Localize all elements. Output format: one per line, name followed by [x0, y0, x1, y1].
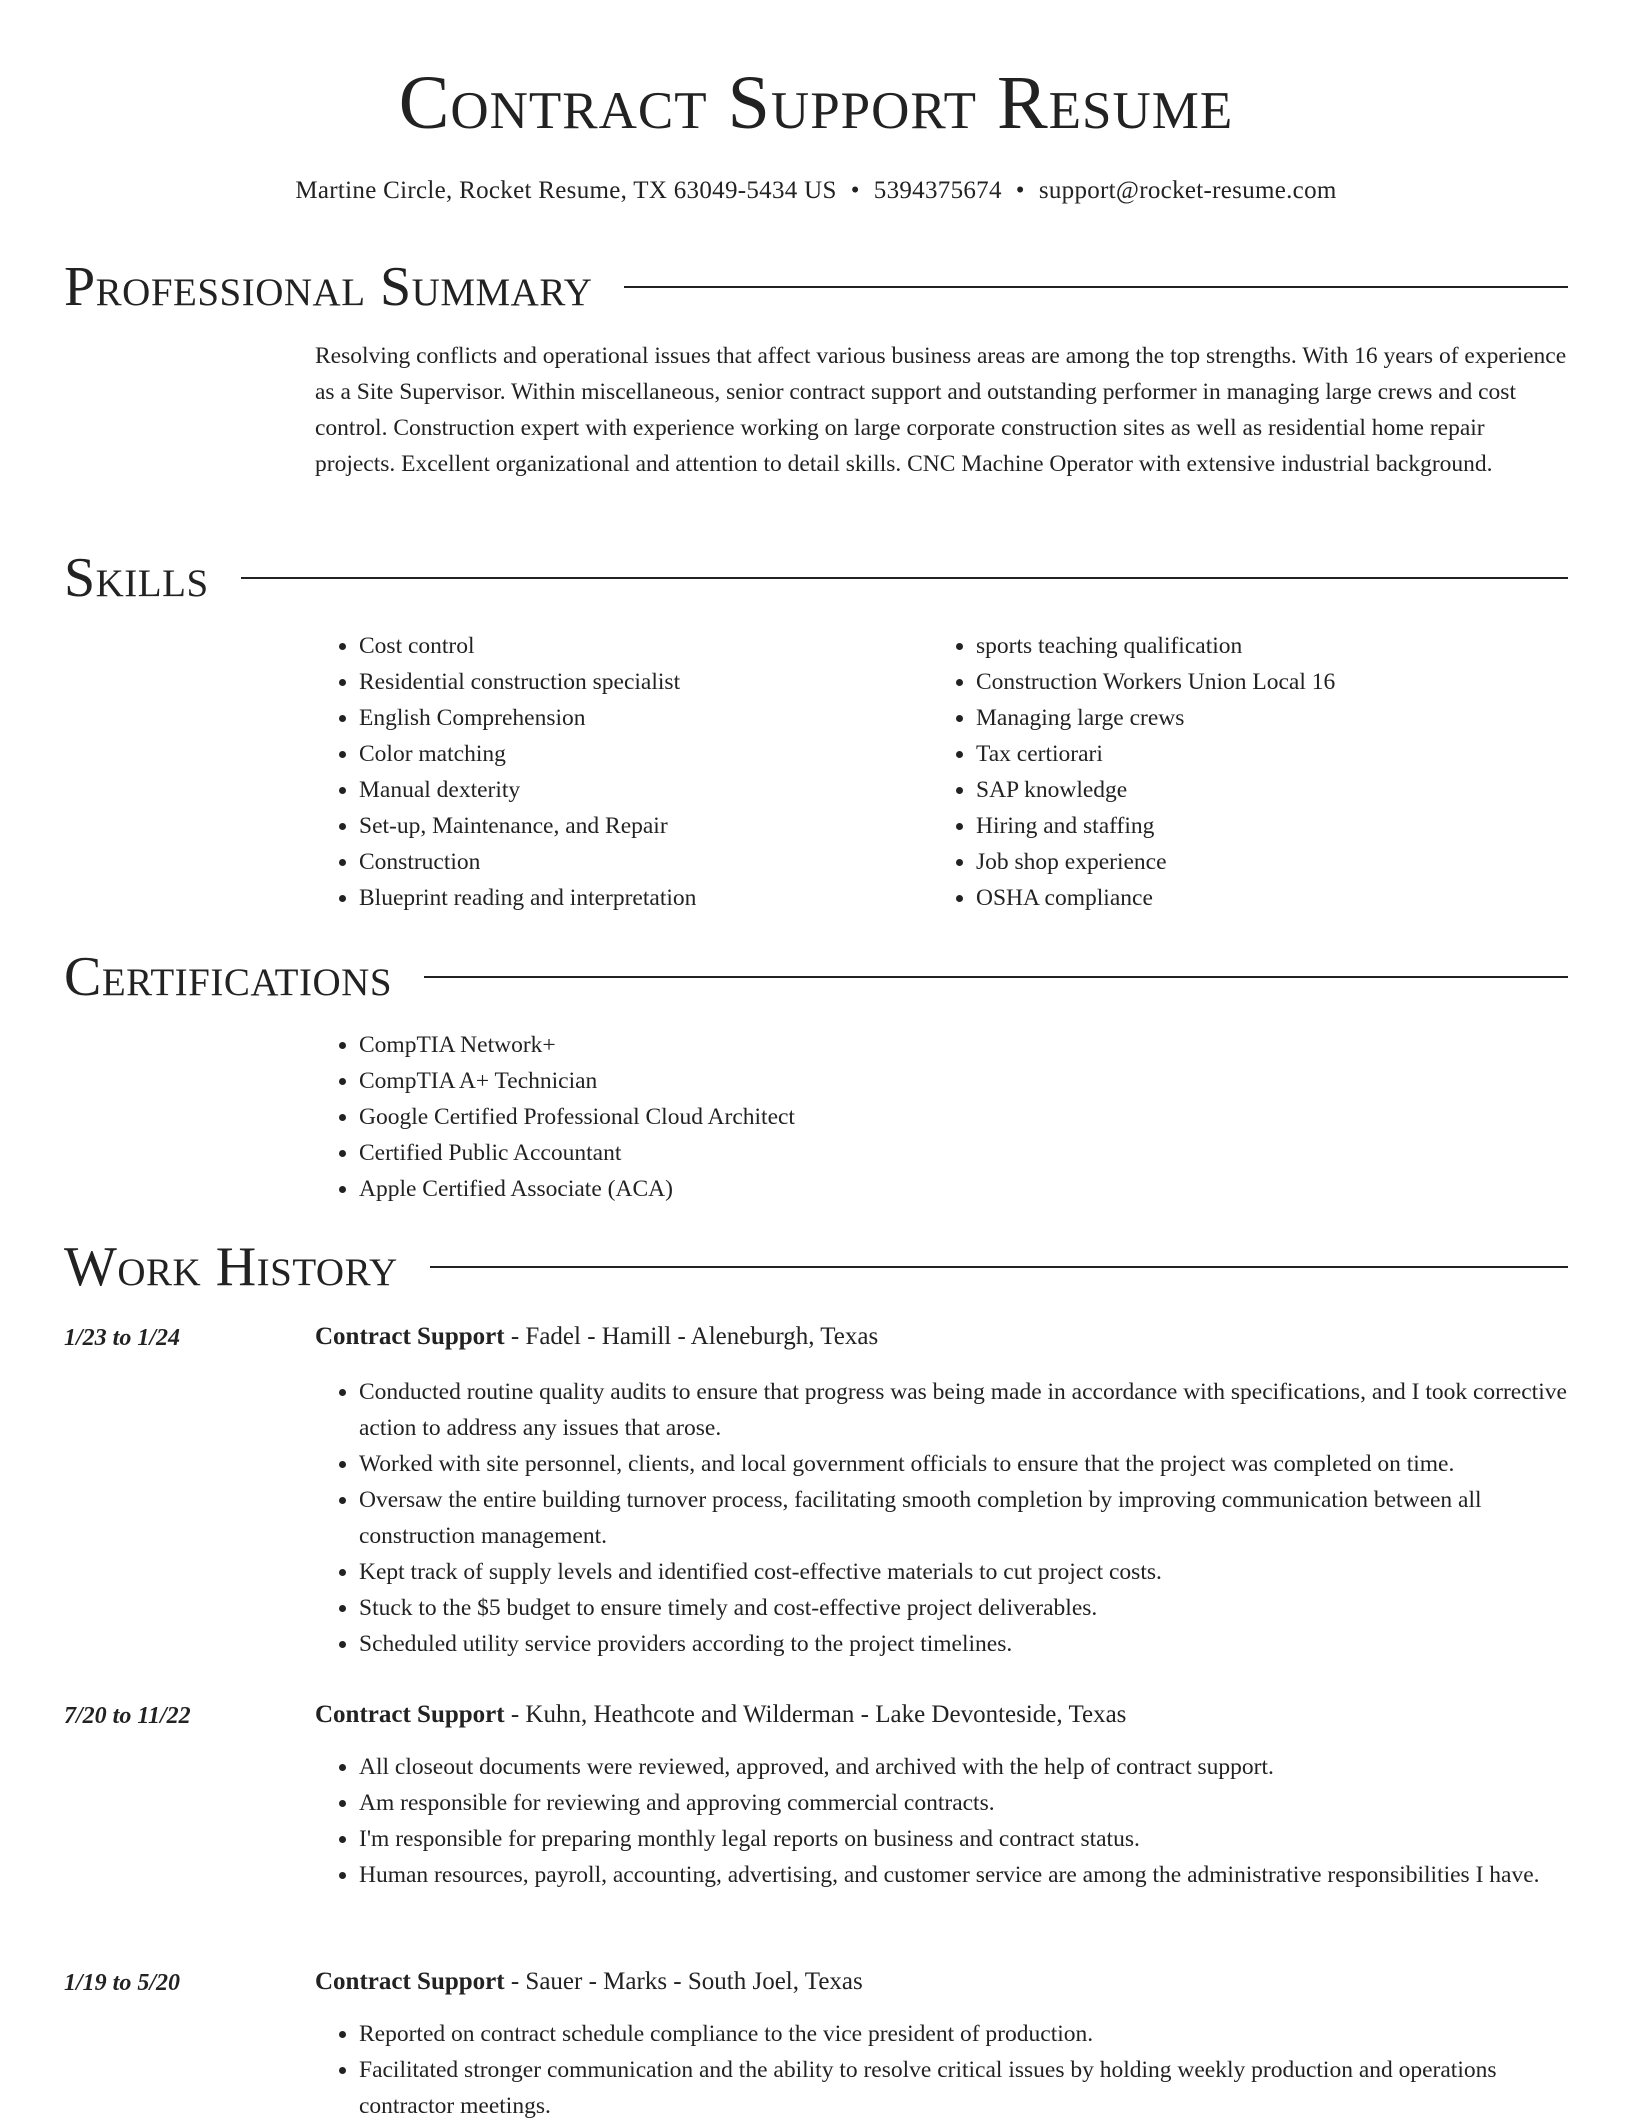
job-bullet: • All closeout documents were reviewed, approved, and archived with the help of contract support. [359, 1749, 1568, 1785]
contact-separator: • [1015, 177, 1025, 204]
skill-item: • Construction Workers Union Local 16 [976, 664, 1568, 700]
certifications-list [315, 1027, 795, 1207]
certifications-heading: Certifications [64, 946, 393, 1008]
certification-item: • Apple Certified Associate (ACA) [359, 1171, 795, 1207]
section-divider [241, 577, 1568, 579]
skills-heading: Skills [64, 547, 209, 609]
skill-item: • Residential construction specialist [359, 664, 915, 700]
section-divider [430, 1266, 1568, 1268]
resume-title: Contract Support Resume [398, 61, 1234, 145]
skill-item: • OSHA compliance [976, 880, 1568, 916]
job-bullet: • Kept track of supply levels and identified cost-effective materials to cut project costs. [359, 1554, 1568, 1590]
job-dates: 1/19 to 5/20 [64, 1970, 181, 1996]
summary-text: Resolving conflicts and operational issues that affect various business areas are among the top strengths. With 16 years of experience as a Site Supervisor. Within miscellaneous, senior contract support and outstanding performer in managing large crews and cost control. Construction expert with experience working on large corporate construction sites as well as residential home repair projects. Excellent organizational and attention to detail skills. CNC Machine Operator with extensive industrial background. [315, 343, 1567, 477]
work-history-heading: Work History [64, 1236, 398, 1298]
skills-left-column [315, 628, 915, 916]
job-employer-location: - Kuhn, Heathcote and Wilderman - Lake Devonteside, Texas [504, 1701, 1127, 1728]
job-title-line [315, 1965, 863, 1999]
skill-item: • Blueprint reading and interpretation [359, 880, 915, 916]
skill-item: • Construction [359, 844, 915, 880]
job-bullet: • Stuck to the $5 budget to ensure timely and cost-effective project deliverables. [359, 1590, 1568, 1626]
job-role: Contract Support [315, 1968, 505, 1995]
job-title-line [315, 1320, 878, 1354]
summary-section-header [64, 255, 1568, 319]
job-bullet: • Human resources, payroll, accounting, advertising, and customer service are among the administrative responsibilities I have. [359, 1857, 1568, 1893]
certification-item: • Certified Public Accountant [359, 1135, 795, 1171]
skill-item: • Managing large crews [976, 700, 1568, 736]
skills-section-header [64, 546, 1568, 610]
job-dates: 7/20 to 11/22 [64, 1703, 191, 1729]
certification-item: • Google Certified Professional Cloud Architect [359, 1099, 795, 1135]
job-title-line [315, 1698, 1126, 1732]
job-bullet: • Reported on contract schedule compliance to the vice president of production. [359, 2016, 1568, 2052]
job-role: Contract Support [315, 1701, 505, 1728]
job-bullet: • Facilitated stronger communication and the ability to resolve critical issues by holding weekly production and operations contractor meetings. [359, 2052, 1568, 2124]
skill-item: • sports teaching qualification [976, 628, 1568, 664]
section-divider [624, 286, 1568, 288]
skill-item: • Tax certiorari [976, 736, 1568, 772]
work-history-section-header [64, 1235, 1568, 1299]
contact-address: Martine Circle, Rocket Resume, TX 63049-5434 US [295, 177, 837, 204]
job-bullet: • Am responsible for reviewing and approving commercial contracts. [359, 1785, 1568, 1821]
job-role: Contract Support [315, 1323, 505, 1350]
job-employer-location: - Fadel - Hamill - Aleneburgh, Texas [504, 1323, 879, 1350]
contact-separator: • [850, 177, 860, 204]
contact-line [0, 173, 1632, 209]
skill-item: • Set-up, Maintenance, and Repair [359, 808, 915, 844]
certification-item: • CompTIA A+ Technician [359, 1063, 795, 1099]
contact-phone: 5394375674 [873, 177, 1002, 204]
skill-item: • SAP knowledge [976, 772, 1568, 808]
skills-right-column [932, 628, 1568, 916]
certifications-section-header [64, 945, 1568, 1009]
contact-email: support@rocket-resume.com [1038, 177, 1337, 204]
skill-item: • Hiring and staffing [976, 808, 1568, 844]
job-bullet: • Scheduled utility service providers according to the project timelines. [359, 1626, 1568, 1662]
job-bullets [315, 2016, 1568, 2124]
job-bullets [315, 1749, 1568, 1893]
skill-item: • Color matching [359, 736, 915, 772]
skill-item: • English Comprehension [359, 700, 915, 736]
job-bullet: • Worked with site personnel, clients, and local government officials to ensure that the project was completed on time. [359, 1446, 1568, 1482]
certification-item: • CompTIA Network+ [359, 1027, 795, 1063]
section-divider [424, 976, 1568, 978]
job-bullet: • Conducted routine quality audits to ensure that progress was being made in accordance with specifications, and I took corrective action to address any issues that arose. [359, 1374, 1568, 1446]
skill-item: • Manual dexterity [359, 772, 915, 808]
summary-heading: Professional Summary [64, 256, 593, 318]
skill-item: • Cost control [359, 628, 915, 664]
skill-item: • Job shop experience [976, 844, 1568, 880]
job-employer-location: - Sauer - Marks - South Joel, Texas [504, 1968, 863, 1995]
job-dates: 1/23 to 1/24 [64, 1325, 181, 1351]
job-bullets [315, 1374, 1568, 1662]
job-bullet: • I'm responsible for preparing monthly legal reports on business and contract status. [359, 1821, 1568, 1857]
job-bullet: • Oversaw the entire building turnover process, facilitating smooth completion by improving communication between all construction management. [359, 1482, 1568, 1554]
